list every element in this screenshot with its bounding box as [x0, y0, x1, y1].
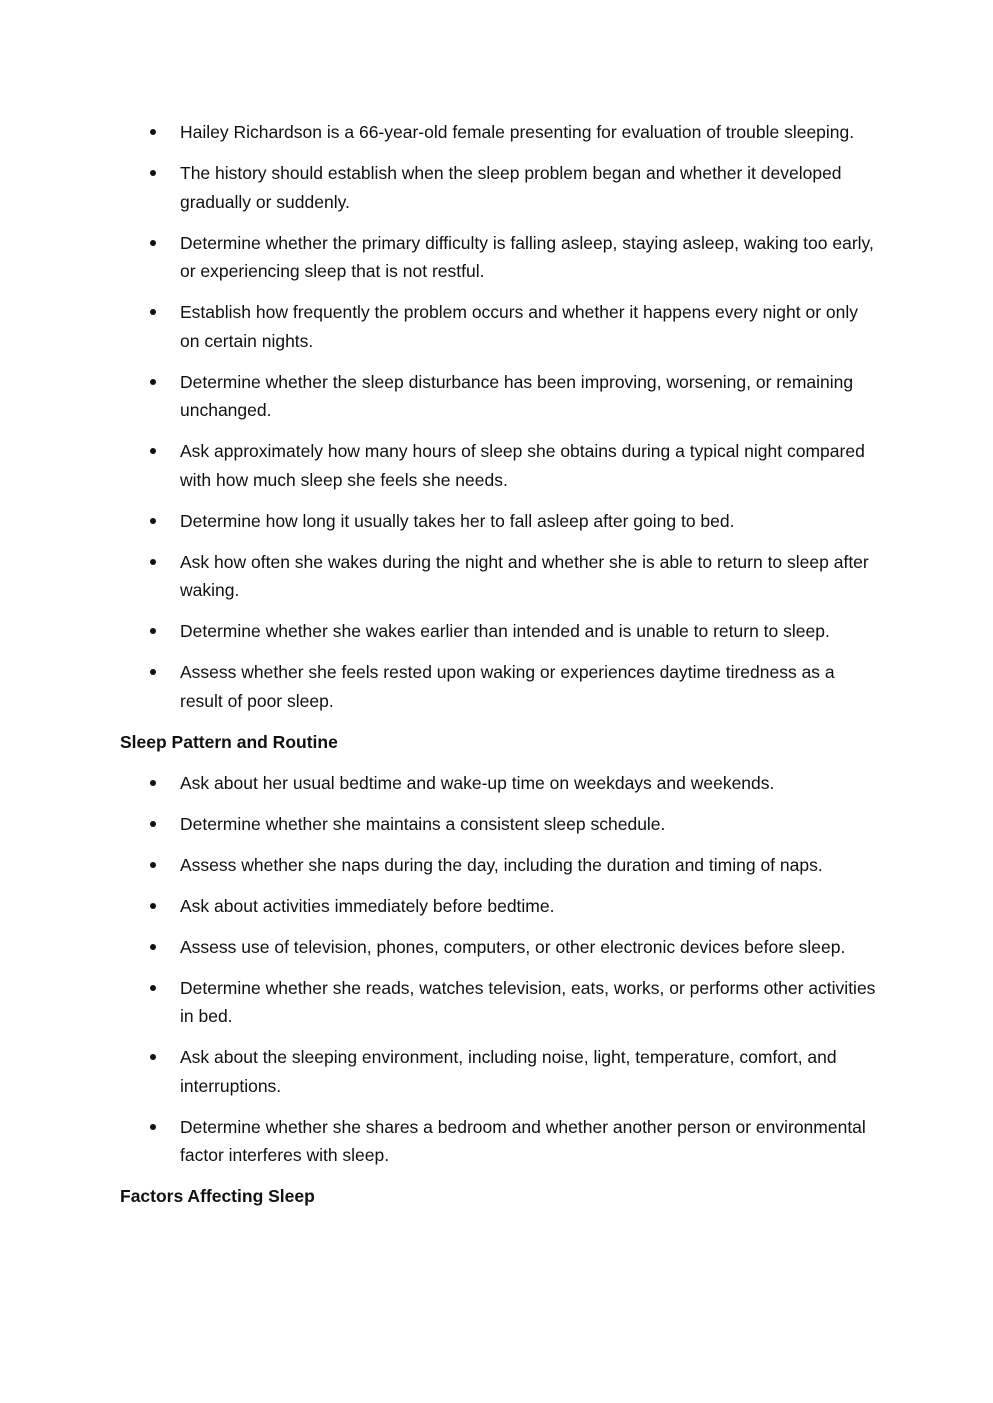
list-item: [120, 658, 880, 715]
list-item: [120, 368, 880, 425]
list-item: [120, 974, 880, 1031]
bullet-icon: [150, 628, 156, 634]
bullet-icon: [150, 559, 156, 565]
list-item-text: Ask about activities immediately before bedtime.: [180, 895, 555, 916]
bullet-icon: [150, 1124, 156, 1130]
list-item-text: Hailey Richardson is a 66-year-old female presenting for evaluation of trouble sleeping.: [180, 122, 855, 142]
list-item-text: Ask how often she wakes during the night and whether she is able to return to sleep after waking.: [180, 551, 869, 600]
bullet-icon: [150, 448, 156, 454]
bullet-icon: [150, 170, 156, 176]
document-body: [120, 118, 880, 1223]
bullet-icon: [150, 903, 156, 909]
list-item: [120, 933, 880, 962]
bullet-icon: [150, 669, 156, 675]
list-item-text: The history should establish when the sleep problem began and whether it developed gradually or suddenly.: [180, 163, 842, 212]
list-item: [120, 1043, 880, 1100]
list-item-text: Establish how frequently the problem occurs and whether it happens every night or only on certain nights.: [180, 302, 859, 351]
bullet-icon: [150, 518, 156, 524]
bullet-icon: [150, 240, 156, 246]
list-item: [120, 298, 880, 355]
list-item: [120, 1113, 880, 1170]
list-item: [120, 892, 880, 921]
list-item-text: Ask about her usual bedtime and wake-up time on weekdays and weekends.: [180, 772, 775, 793]
bullet-icon: [150, 985, 156, 991]
list-item: [120, 617, 880, 646]
bullet-icon: [150, 309, 156, 315]
list-item-text: Assess use of television, phones, computers, or other electronic devices before sleep.: [180, 936, 846, 957]
list-item: [120, 507, 880, 536]
list-item: [120, 810, 880, 839]
bullet-icon: [150, 862, 156, 868]
list-item-text: Determine whether she reads, watches television, eats, works, or performs other activities in bed.: [180, 977, 876, 1026]
sleep-pattern-list: [120, 769, 880, 1170]
list-item-text: Assess whether she naps during the day, including the duration and timing of naps.: [180, 854, 823, 875]
list-item-text: Determine whether she shares a bedroom and whether another person or environmental factor interferes with sleep.: [180, 1116, 866, 1165]
list-item: [120, 159, 880, 216]
section-heading-sleep-pattern: Sleep Pattern and Routine: [120, 731, 338, 752]
list-item: [120, 118, 880, 147]
section-heading-factors: Factors Affecting Sleep: [120, 1186, 315, 1206]
list-item: [120, 437, 880, 494]
list-item-text: Determine whether she maintains a consistent sleep schedule.: [180, 813, 666, 834]
bullet-icon: [150, 821, 156, 827]
list-item-text: Ask approximately how many hours of sleep she obtains during a typical night compared with how much sleep she feels she needs.: [180, 441, 865, 490]
list-item-text: Ask about the sleeping environment, including noise, light, temperature, comfort, and interruptions.: [180, 1047, 837, 1096]
bullet-icon: [150, 129, 156, 135]
bullet-icon: [150, 379, 156, 385]
bullet-icon: [150, 1054, 156, 1060]
list-item-text: Assess whether she feels rested upon waking or experiences daytime tiredness as a result of poor sleep.: [180, 662, 835, 711]
list-item: [120, 851, 880, 880]
bullet-icon: [150, 944, 156, 950]
list-item-text: Determine whether she wakes earlier than intended and is unable to return to sleep.: [180, 621, 830, 641]
list-item-text: Determine whether the sleep disturbance has been improving, worsening, or remaining unchanged.: [180, 371, 854, 420]
list-item-text: Determine how long it usually takes her to fall asleep after going to bed.: [180, 510, 735, 531]
bullet-icon: [150, 780, 156, 786]
intro-list: [120, 118, 880, 715]
list-item: [120, 548, 880, 605]
list-item: [120, 769, 880, 798]
list-item-text: Determine whether the primary difficulty is falling asleep, staying asleep, waking too early, or experiencing sleep that is not restful.: [180, 232, 874, 281]
list-item: [120, 229, 880, 286]
